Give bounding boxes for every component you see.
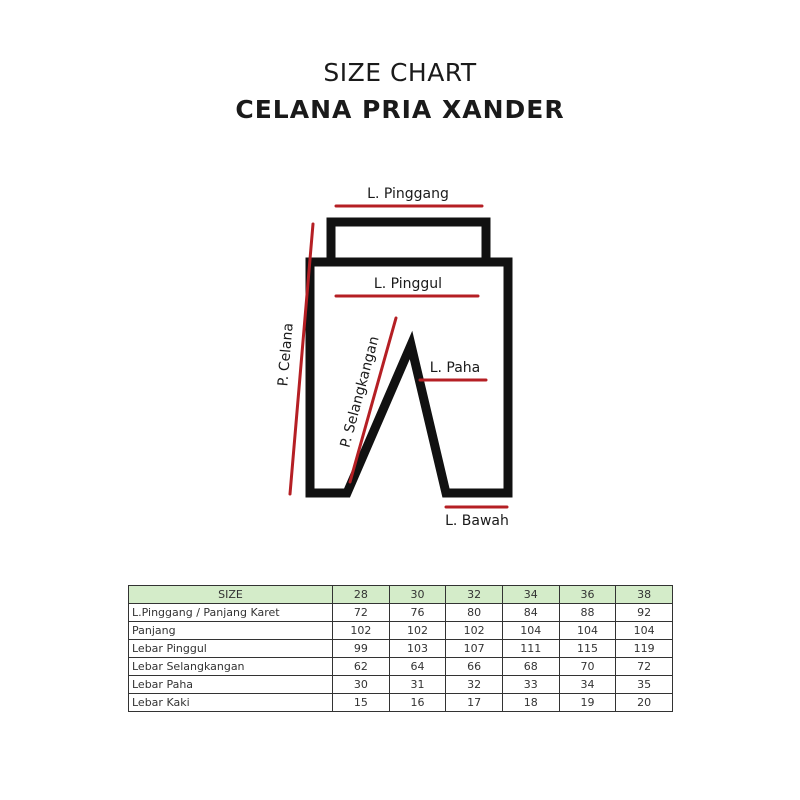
table-cell: 20 <box>616 694 673 712</box>
table-cell: 102 <box>446 622 503 640</box>
table-cell: 33 <box>502 676 559 694</box>
hip-label: L. Pinggul <box>373 276 443 292</box>
table-cell: 31 <box>389 676 446 694</box>
table-row <box>129 604 673 622</box>
size-header-cell: 34 <box>502 586 559 604</box>
table-cell: 62 <box>333 658 390 676</box>
table-cell: 107 <box>446 640 503 658</box>
table-cell: 19 <box>559 694 616 712</box>
table-cell: 30 <box>333 676 390 694</box>
table-cell: 104 <box>559 622 616 640</box>
table-cell: 104 <box>616 622 673 640</box>
table-cell: 34 <box>559 676 616 694</box>
table-cell: 68 <box>502 658 559 676</box>
size-header-cell: 30 <box>389 586 446 604</box>
table-row <box>129 640 673 658</box>
table-cell: 16 <box>389 694 446 712</box>
table-cell: 35 <box>616 676 673 694</box>
length-label: P. Celana <box>275 322 297 387</box>
table-cell: 70 <box>559 658 616 676</box>
table-cell: 92 <box>616 604 673 622</box>
table-row <box>129 694 673 712</box>
size-header: SIZE <box>129 586 333 604</box>
table-cell: 88 <box>559 604 616 622</box>
measure-lines <box>290 206 507 507</box>
table-cell: 76 <box>389 604 446 622</box>
row-label: Lebar Pinggul <box>129 640 333 658</box>
table-cell: 104 <box>502 622 559 640</box>
row-label: Lebar Kaki <box>129 694 333 712</box>
page-subtitle: CELANA PRIA XANDER <box>235 95 565 124</box>
table-cell: 66 <box>446 658 503 676</box>
table-cell: 64 <box>389 658 446 676</box>
table-cell: 18 <box>502 694 559 712</box>
size-table <box>128 585 673 712</box>
page-title: SIZE CHART <box>323 58 477 87</box>
table-cell: 80 <box>446 604 503 622</box>
table-cell: 84 <box>502 604 559 622</box>
size-header-cell: 28 <box>333 586 390 604</box>
size-header-cell: 38 <box>616 586 673 604</box>
row-label: Lebar Paha <box>129 676 333 694</box>
thigh-label: L. Paha <box>429 360 481 376</box>
table-cell: 99 <box>333 640 390 658</box>
table-cell: 115 <box>559 640 616 658</box>
inseam-label: P. Selangkangan <box>337 334 383 450</box>
hem-label: L. Bawah <box>445 513 509 529</box>
table-cell: 32 <box>446 676 503 694</box>
table-cell: 72 <box>333 604 390 622</box>
table-row <box>129 676 673 694</box>
table-header-row <box>129 586 673 604</box>
size-header-cell: 32 <box>446 586 503 604</box>
table-row <box>129 622 673 640</box>
table-cell: 119 <box>616 640 673 658</box>
row-label: Lebar Selangkangan <box>129 658 333 676</box>
table-cell: 102 <box>333 622 390 640</box>
table-cell: 103 <box>389 640 446 658</box>
row-label: L.Pinggang / Panjang Karet <box>129 604 333 622</box>
table-cell: 111 <box>502 640 559 658</box>
table-cell: 72 <box>616 658 673 676</box>
waist-label: L. Pinggang <box>367 186 449 202</box>
size-header-cell: 36 <box>559 586 616 604</box>
row-label: Panjang <box>129 622 333 640</box>
table-cell: 17 <box>446 694 503 712</box>
table-row <box>129 658 673 676</box>
table-body <box>129 604 673 712</box>
pants-outline <box>310 222 508 493</box>
table-cell: 15 <box>333 694 390 712</box>
table-cell: 102 <box>389 622 446 640</box>
